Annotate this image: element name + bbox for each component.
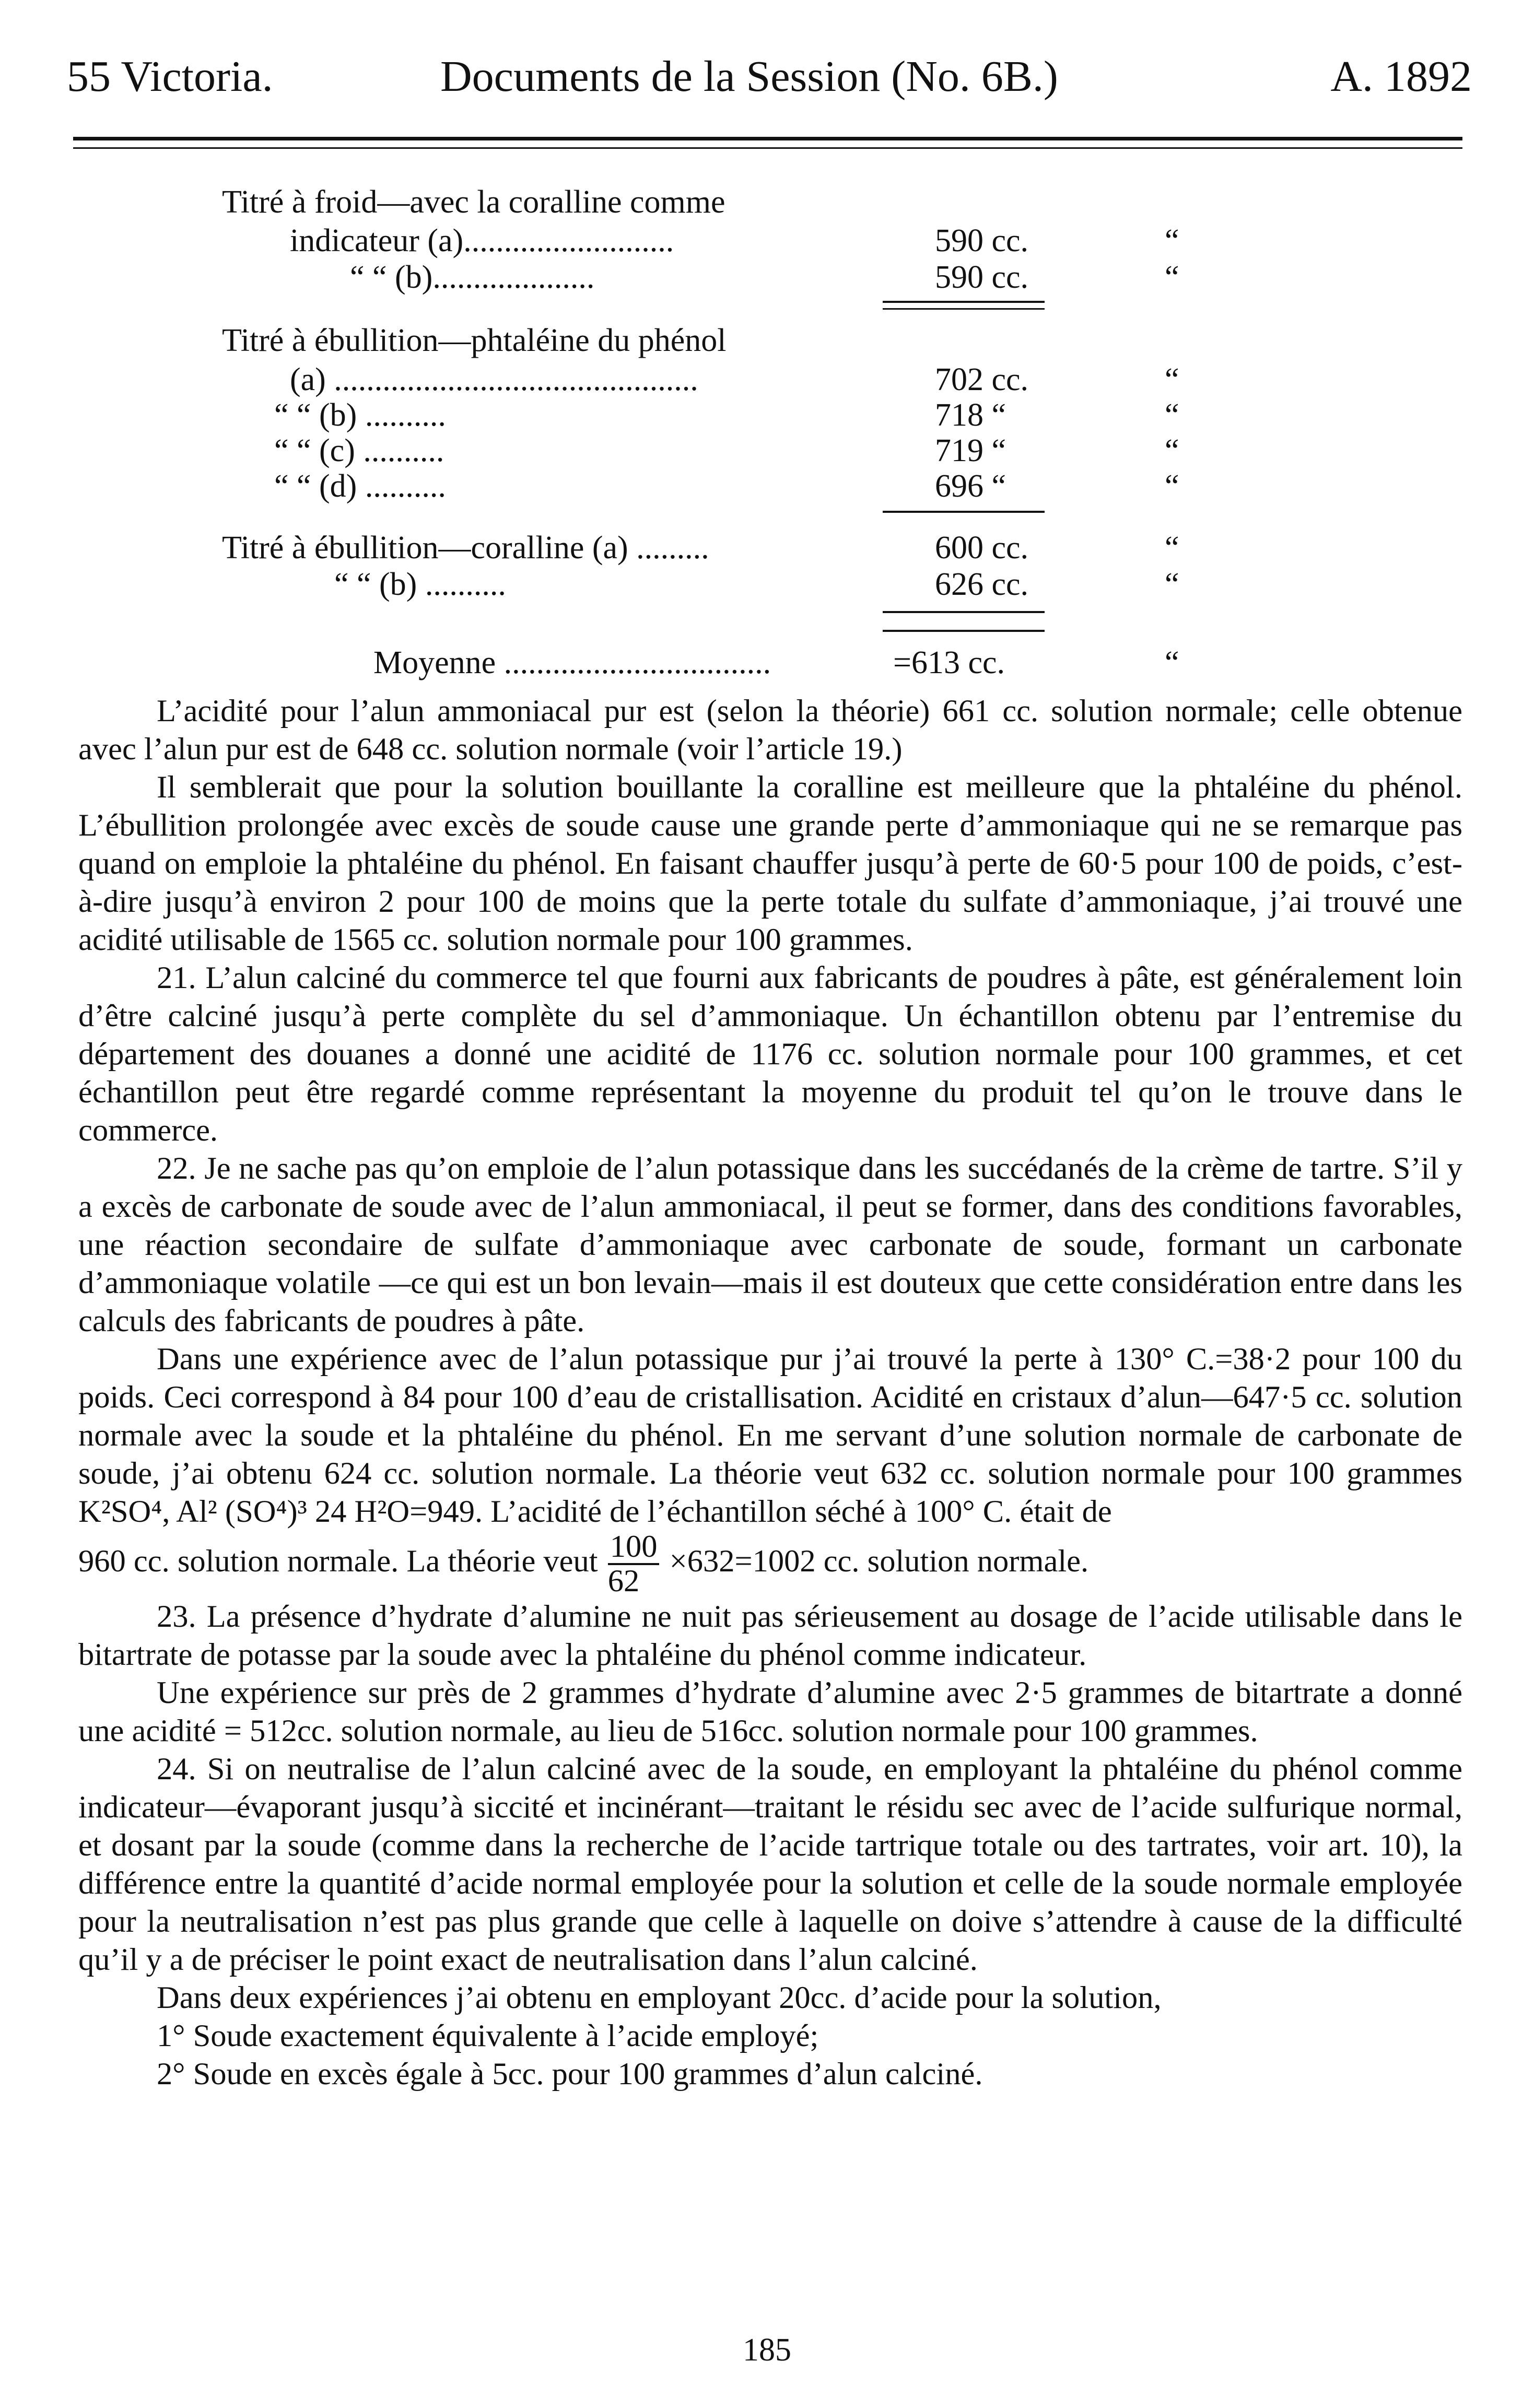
header-year: A. 1892 — [1330, 52, 1472, 101]
average-label: Moyenne ................................. — [373, 645, 771, 680]
paragraph: L’acidité pour l’alun ammoniacal pur est (selon la théorie) 661 cc. solution normale; celle obtenue avec l’alun pur est de 648 cc. solution normale (voir l’article 19.) — [78, 694, 1462, 767]
row-label: “ “ (c) .......... — [274, 433, 444, 468]
row-value: 702 cc. — [935, 362, 1029, 397]
row-value: 718 “ — [935, 397, 1006, 433]
equation-text: 960 cc. solution normale. La théorie veut — [78, 1543, 598, 1579]
ditto-mark: “ — [1165, 468, 1179, 504]
header-rule-thin — [73, 147, 1462, 149]
average-value: =613 cc. — [893, 645, 1005, 680]
fraction — [608, 1531, 660, 1597]
ditto-mark: “ — [1165, 645, 1179, 680]
equation-line — [78, 1531, 1462, 1597]
table-row — [0, 221, 1534, 260]
sum-rule — [883, 511, 1045, 513]
header-title: Documents de la Session (No. 6B.) — [440, 52, 1058, 101]
row-value: 600 cc. — [935, 530, 1029, 566]
paragraph-article-21: 21. L’alun calciné du commerce tel que fourni aux fabricants de poudres à pâte, est généralement loin d’être calciné jusqu’à perte complète du sel d’ammoniaque. Un échantillon obtenu par l’entremise du département des douanes a donné une acidité de 1176 cc. solution normale pour 100 grammes, et cet échantillon peut être regardé comme représentant la moyenne du produit tel qu’on le trouve dans le commerce. — [78, 960, 1462, 1148]
sum-rule — [883, 301, 1045, 303]
row-label: (a) ............................................. — [290, 362, 698, 397]
row-label: “ “ (d) .......... — [274, 468, 446, 504]
paragraph-article-23: 23. La présence d’hydrate d’alumine ne nuit pas sérieusement au dosage de l’acide utilisable dans le bitartrate de potasse par la soude avec la phtaléine du phénol comme indicateur. — [78, 1599, 1462, 1672]
fraction-numerator: 100 — [608, 1531, 660, 1565]
table-row — [0, 528, 1534, 567]
table-row — [0, 643, 1534, 682]
paragraph: Dans une expérience avec de l’alun potassique pur j’ai trouvé la perte à 130° C.=38·2 pour 100 du poids. Ceci correspond à 84 pour 100 d’eau de cristallisation. Acidité en cristaux d’alun—647·5 cc. solution normale avec la soude et la phtaléine du phénol. En me servant d’une solution normale de carbonate de soude, j’ai obtenu 624 cc. solution normale. La théorie veut 632 cc. solution normale pour 100 grammes K²SO⁴, Al² (SO⁴)³ 24 H²O=949. L’acidité de l’échantillon séché à 100° C. était de — [78, 1342, 1462, 1529]
header-session: 55 Victoria. — [67, 52, 273, 101]
row-label: “ “ (b) .......... — [274, 397, 446, 433]
froid-title: Titré à froid—avec la coralline comme — [222, 184, 725, 220]
ditto-mark: “ — [1165, 433, 1179, 468]
ditto-mark: “ — [1165, 397, 1179, 433]
table-row — [0, 360, 1534, 399]
header-rule-thick — [73, 137, 1462, 140]
paragraph: Il semblerait que pour la solution bouillante la coralline est meilleure que la phtaléine du phénol. L’ébullition prolongée avec excès de soude cause une grande perte d’ammoniaque qui ne se remarque pas quand on emploie la phtaléine du phénol. En faisant chauffer jusqu’à perte de 60·5 pour 100 de poids, c’est-à-dire jusqu’à environ 2 pour 100 de moins que la perte totale du sulfate d’ammoniaque, j’ai trouvé une acidité utilisable de 1565 cc. solution normale pour 100 grammes. — [78, 770, 1462, 957]
ditto-mark: “ — [1165, 223, 1179, 259]
sum-rule — [883, 308, 1045, 310]
table-row — [0, 258, 1534, 297]
fraction-denominator: 62 — [607, 1564, 640, 1599]
body-text — [78, 692, 1462, 2093]
paragraph: Une expérience sur près de 2 grammes d’hydrate d’alumine avec 2·5 grammes de bitartrate a donné une acidité = 512cc. solution normale, au lieu de 516cc. solution normale pour 100 grammes. — [78, 1675, 1462, 1748]
ditto-mark: “ — [1165, 567, 1179, 602]
list-item: 2° Soude en excès égale à 5cc. pour 100 grammes d’alun calciné. — [157, 2057, 983, 2092]
paragraph-article-24: 24. Si on neutralise de l’alun calciné avec de la soude, en employant la phtaléine du phénol comme indicateur—évaporant jusqu’à siccité et incinérant—traitant le résidu sec avec de l’acide sulfurique normal, et dosant par la soude (comme dans la recherche de l’acide tartrique totale ou des tartrates, voir art. 10), la différence entre la quantité d’acide normal employée pour la solution et celle de la soude normale employée pour la neutralisation n’est pas plus grande que celle à laquelle on doive s’attendre à cause de la difficulté qu’il y a de préciser le point exact de neutralisation dans l’alun calciné. — [78, 1752, 1462, 1977]
paragraph: Dans deux expériences j’ai obtenu en employant 20cc. d’acide pour la solution, — [157, 1980, 1162, 2015]
row-value: 590 cc. — [935, 260, 1029, 295]
ebul-title: Titré à ébullition—phtaléine du phénol — [222, 323, 727, 358]
row-value: 590 cc. — [935, 223, 1029, 259]
ditto-mark: “ — [1165, 362, 1179, 397]
row-value: 719 “ — [935, 433, 1006, 468]
table-row — [0, 565, 1534, 604]
row-label: Titré à ébullition—coralline (a) ......... — [222, 530, 709, 566]
paragraph-article-22: 22. Je ne sache pas qu’on emploie de l’alun potassique dans les succédanés de la crème de tartre. S’il y a excès de carbonate de soude avec de l’alun ammoniacal, il peut se former, dans des conditions favorables, une réaction secondaire de sulfate d’ammoniaque avec carbonate de soude, formant un carbonate d’ammoniaque volatile —ce qui est un bon levain—mais il est douteux que cette considération entre dans les calculs des fabricants de poudres à pâte. — [78, 1151, 1462, 1338]
table-row — [0, 396, 1534, 434]
table-row — [0, 431, 1534, 470]
page-number: 185 — [743, 2332, 791, 2368]
table-row — [0, 467, 1534, 506]
ditto-mark: “ — [1165, 260, 1179, 295]
equation-text: ×632=1002 cc. solution normale. — [669, 1543, 1089, 1579]
row-label: “ “ (b) .......... — [334, 567, 506, 602]
list-item: 1° Soude exactement équivalente à l’acide employé; — [157, 2018, 819, 2053]
row-value: 696 “ — [935, 468, 1006, 504]
row-value: 626 cc. — [935, 567, 1029, 602]
ditto-mark: “ — [1165, 530, 1179, 566]
row-label: indicateur (a).......................... — [290, 223, 674, 259]
sum-rule — [883, 630, 1045, 632]
row-label: “ “ (b).................... — [350, 260, 595, 295]
sum-rule — [883, 611, 1045, 613]
running-header — [67, 48, 1472, 105]
